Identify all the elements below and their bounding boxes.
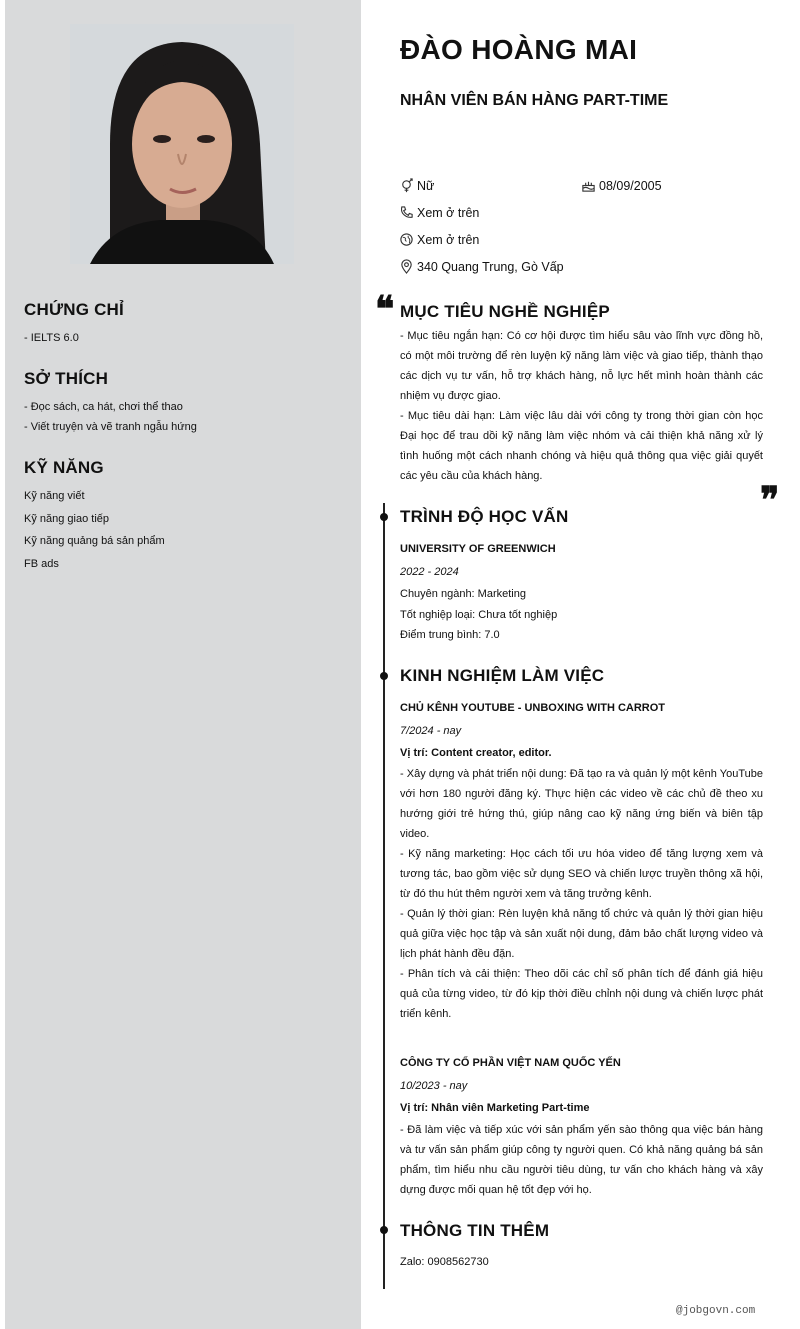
address-value: 340 Quang Trung, Gò Vấp: [417, 259, 564, 274]
address-info: [399, 259, 564, 274]
job-bullet: - Xây dựng và phát triển nội dung: Đã tạo ra và quản lý một kênh YouTube với hơn 180 người đăng ký. Thực hiện các video về các chủ đề theo xu hướng giới trẻ hứng thú, giúp nâng cao kỹ năng ứng biến và biên tập video.: [400, 768, 763, 840]
objective-short-term: - Mục tiêu ngắn hạn: Có cơ hội được tìm hiểu sâu vào lĩnh vực đồng hồ, có một môi trường để rèn luyện kỹ năng làm việc và giao tiếp, thành thạo các dịch vụ tư vấn, hỗ trợ khách hàng, nỗ lực hết mình hoàn thành các nhiệm vụ được giao.: [400, 330, 763, 402]
job-role: Vị trí: Nhân viên Marketing Part-time: [400, 1102, 590, 1114]
hobby-item: - Viết truyện và vẽ tranh ngẫu hứng: [24, 421, 197, 433]
gender-info: [399, 178, 434, 193]
timeline-dot: [380, 672, 388, 680]
phone-value: Xem ở trên: [417, 205, 480, 220]
gender-icon: [399, 178, 414, 193]
timeline-dot: [380, 1226, 388, 1234]
profile-photo: [70, 24, 294, 264]
hobbies-title: SỞ THÍCH: [24, 369, 109, 388]
job-role: Vị trí: Content creator, editor.: [400, 747, 552, 759]
additional-title: THÔNG TIN THÊM: [400, 1221, 550, 1240]
job-period: 10/2023 - nay: [400, 1080, 468, 1092]
job-bullet: - Quản lý thời gian: Rèn luyện khả năng tổ chức và quản lý thời gian hiệu quả giữa việc học tập và sản xuất nội dung, đảm bảo chất lượng video và lịch phát hành đều đặn.: [400, 908, 763, 960]
timeline-dot: [380, 513, 388, 521]
cake-icon: [581, 178, 596, 193]
skill-item: Kỹ năng viết: [24, 490, 85, 502]
email-info: [399, 232, 479, 247]
phone-info: [399, 205, 479, 220]
job-bullet: - Phân tích và cải thiện: Theo dõi các chỉ số phân tích để đánh giá hiệu quả của từng video, từ đó kịp thời điều chỉnh nội dung và chiến lược phát triển kênh.: [400, 968, 763, 1020]
job-bullet: - Kỹ năng marketing: Học cách tối ưu hóa video để tăng lượng xem và tương tác, bao gồm việc sử dụng SEO và chiến lược truyền thông xã hội, từ đó thu hút thêm người xem và tăng trưởng kênh.: [400, 848, 763, 900]
job-description: [400, 764, 763, 1024]
phone-icon: [399, 205, 414, 220]
skills-title: KỸ NĂNG: [24, 458, 104, 477]
location-pin-icon: [399, 259, 414, 274]
job-period: 7/2024 - nay: [400, 725, 462, 737]
gender-value: Nữ: [417, 178, 435, 193]
job-title: NHÂN VIÊN BÁN HÀNG PART-TIME: [400, 92, 669, 109]
education-title: TRÌNH ĐỘ HỌC VẤN: [400, 507, 569, 526]
birthday-value: 08/09/2005: [599, 178, 662, 193]
candidate-name: ĐÀO HOÀNG MAI: [400, 34, 638, 65]
education-detail: Điểm trung bình: 7.0: [400, 629, 500, 642]
birthday-info: [581, 178, 662, 193]
globe-icon: [399, 232, 414, 247]
objective-text: [400, 326, 763, 486]
quote-close-icon: ❞: [760, 479, 780, 521]
experience-title: KINH NGHIỆM LÀM VIỆC: [400, 666, 605, 685]
certificate-item: - IELTS 6.0: [24, 332, 79, 344]
education-details: [400, 584, 557, 646]
education-detail: Tốt nghiệp loại: Chưa tốt nghiệp: [400, 608, 558, 621]
objective-title: MỤC TIÊU NGHỀ NGHIỆP: [400, 302, 610, 321]
skills-list: [24, 486, 165, 576]
education-period: 2022 - 2024: [400, 566, 459, 578]
additional-text: Zalo: 0908562730: [400, 1256, 489, 1268]
objective-long-term: - Mục tiêu dài hạn: Làm việc lâu dài với công ty trong thời gian còn học Đại học để trau dồi kỹ năng làm việc nhóm và cải thiện khả năng xử lý tình huống một cách nhanh chóng và hiệu quả thông qua việc giải quyết các yêu cầu của khách hàng.: [400, 410, 763, 482]
company-name: CHỦ KÊNH YOUTUBE - UNBOXING WITH CARROT: [400, 702, 666, 714]
certificates-title: CHỨNG CHỈ: [24, 300, 124, 319]
skill-item: Kỹ năng quảng bá sản phẩm: [24, 535, 165, 548]
company-name: CÔNG TY CỔ PHẦN VIỆT NAM QUỐC YẾN: [400, 1057, 621, 1069]
job-description: [400, 1120, 763, 1200]
quote-open-icon: ❝: [375, 288, 395, 330]
school-name: UNIVERSITY OF GREENWICH: [400, 543, 556, 555]
hobby-item: - Đọc sách, ca hát, chơi thể thao: [24, 401, 183, 413]
timeline-line: [383, 503, 385, 1289]
email-value: Xem ở trên: [417, 232, 480, 247]
watermark: @jobgovn.com: [676, 1305, 756, 1317]
job-bullet: - Đã làm việc và tiếp xúc với sản phẩm yến sào thông qua việc bán hàng và tư vấn sản phẩm giúp công ty người quen. Có khả năng quảng bá sản phẩm, tìm hiểu nhu cầu người tiêu dùng, tư vấn cho khách hàng và xây dựng được mối quan hệ tốt đẹp với họ.: [400, 1124, 763, 1196]
skill-item: Kỹ năng giao tiếp: [24, 512, 110, 525]
education-detail: Chuyên ngành: Marketing: [400, 588, 526, 600]
skill-item: FB ads: [24, 557, 59, 570]
